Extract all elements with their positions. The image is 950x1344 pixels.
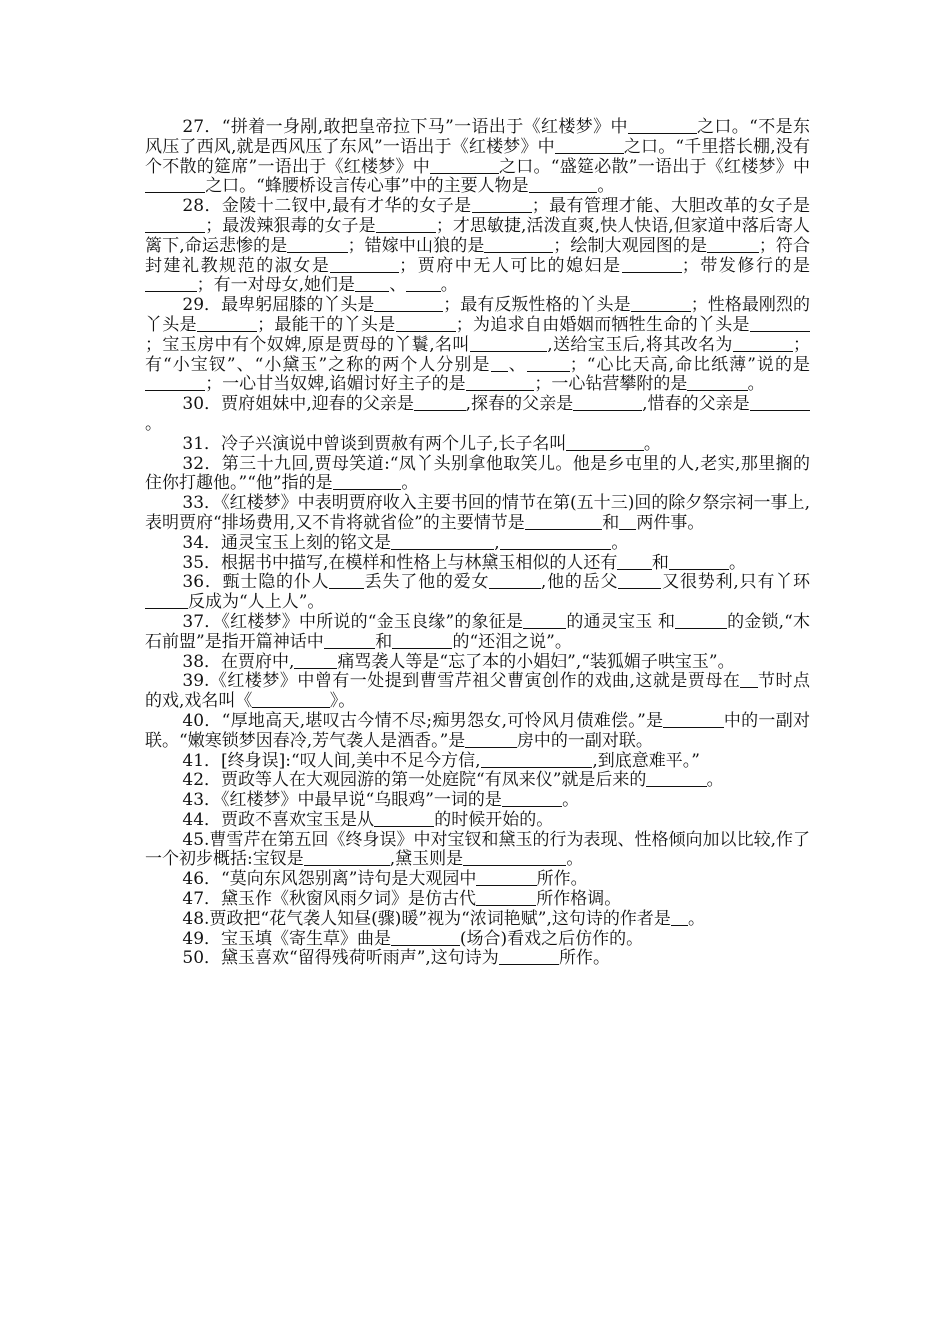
answer-blank[interactable] [502,791,562,807]
answer-blank[interactable] [330,257,399,273]
answer-blank[interactable] [287,237,347,253]
answer-blank[interactable] [374,811,434,827]
question-46: 46．“莫向东风怨别离”诗句是大观园中 所作。 [182,869,588,890]
answer-blank[interactable] [617,554,651,570]
answer-blank[interactable] [491,356,508,372]
answer-blank[interactable] [573,395,642,411]
answer-blank[interactable] [733,336,793,352]
answer-blank[interactable] [476,890,536,906]
answer-blank[interactable] [324,633,376,649]
answer-blank[interactable] [555,138,624,154]
question-50: 50．黛玉喜欢“留得残荷听雨声”,这句诗为 所作。 [182,948,610,969]
answer-blank[interactable] [391,534,494,550]
question-41: 41．[终身误]:“叹人间,美中不足今方信, ,到底意难平。” [182,750,700,771]
question-34: 34．通灵宝玉上刻的铭文是 , 。 [182,532,629,553]
answer-blank[interactable] [669,554,729,570]
question-48: 48.贾政把“花气袭人知昼(骤)暖”视为“浓词艳赋”,这句诗的作者是 。 [182,908,706,929]
answer-blank[interactable] [333,474,402,490]
answer-blank[interactable] [414,395,466,411]
answer-blank[interactable] [527,356,570,372]
question-32: 32．第三十九回,贾母笑道:“凤丫头别拿他取笑儿。他是乡屯里的人,老实,那里搁的住你打趣他。”“他”指的是 。 [145,453,810,494]
answer-blank[interactable] [529,177,598,193]
question-43: 43．《红楼梦》中最早说“乌眼鸡”一词的是 。 [182,790,580,811]
answer-blank[interactable] [476,870,536,886]
answer-blank[interactable] [145,375,205,391]
answer-blank[interactable] [145,217,205,233]
answer-blank[interactable] [470,336,547,352]
answer-blank[interactable] [145,276,197,292]
answer-blank[interactable] [481,752,593,768]
answer-blank[interactable] [472,197,532,213]
answer-blank[interactable] [145,593,188,609]
answer-blank[interactable] [500,534,612,550]
answer-blank[interactable] [406,276,440,292]
answer-blank[interactable] [374,296,443,312]
question-37: 37．《红楼梦》中所说的“金玉良缘”的象征是 的通灵宝玉 和 的金锁,“木石前盟”是指开篇神话中 和 的“还泪之说”。 [145,611,810,652]
answer-blank[interactable] [392,633,452,649]
question-36: 36．甄士隐的仆人 丢失了他的爱女 ,他的岳父 又很势利,只有丫环反成为“人上人”。 [145,573,810,613]
answer-blank[interactable] [329,573,363,589]
answer-blank[interactable] [750,316,810,332]
answer-blank[interactable] [465,732,517,748]
answer-blank[interactable] [145,177,205,193]
question-44: 44．贾政不喜欢宝玉是从 的时候开始的。 [182,809,554,830]
answer-blank[interactable] [484,237,553,253]
question-29: 29．最卑躬屈膝的丫头是 ；最有反叛性格的丫头是 ；性格最刚烈的丫头是 ；最能干的丫头是 ；为追求自由婚姻而牺牲生命的丫头是；宝玉房中有个奴婢,原是贾母的丫鬟,名叫 ,送给宝玉后,将其改名为 ；有“小宝钗”、“小黛玉”之称的两个人分别是 、 ；“心比天高,命比纸薄”说的是；一心甘当奴婢,谄媚讨好主子的是 ；一心钻营攀附的是 。 [145,295,811,395]
answer-blank[interactable] [675,613,727,629]
answer-blank[interactable] [466,375,535,391]
question-30: 30．贾府姐妹中,迎春的父亲是 ,探春的父亲是 ,惜春的父亲是。 [145,395,810,435]
answer-blank[interactable] [252,692,329,708]
answer-blank[interactable] [618,573,661,589]
question-27: 27．“拼着一身剐,敢把皇帝拉下马”一语出于《红楼梦》中 之口。“不是东风压了西风,就是西风压了东风”一语出于《红楼梦》中 之口。“千里搭长棚,没有个不散的筵席”一语出于《红楼梦》中 之口。“盛筵必散”一语出于《红楼梦》中之口。“蜂腰桥设言传心事”中的主要人物是 。 [145,117,810,197]
answer-blank[interactable] [566,435,643,451]
answer-blank[interactable] [628,118,697,134]
answer-blank[interactable] [489,573,541,589]
answer-blank[interactable] [396,316,456,332]
question-33: 33．《红楼梦》中表明贾府收入主要书回的情节在第(五十三)回的除夕祭宗祠一事上,表明贾府“排场费用,又不肯将就省俭”的主要情节是 和 两件事。 [145,493,810,533]
answer-blank[interactable] [750,395,810,411]
answer-blank[interactable] [355,276,389,292]
question-49: 49．宝玉填《寄生草》曲是 (场合)看戏之后仿作的。 [182,928,644,949]
question-45: 45.曹雪芹在第五回《终身误》中对宝钗和黛玉的行为表现、性格倾向加以比较,作了一个初步概括:宝钗是 ,黛玉则是 。 [145,829,810,870]
answer-blank[interactable] [294,653,337,669]
answer-blank[interactable] [376,217,436,233]
question-39: 39.《红楼梦》中曾有一处提到曹雪芹祖父曹寅创作的戏曲,这就是贾母在 节时点的戏,戏名叫《 》。 [145,671,810,712]
answer-blank[interactable] [707,237,759,253]
question-40: 40．“厚地高天,堪叹古今情不尽;痴男怨女,可怜风月债难偿。”是 中的一副对联。“嫩寒锁梦因春冷,芳气袭人是酒香。”是 房中的一副对联。 [145,710,810,751]
document-page [145,118,810,969]
answer-blank[interactable] [525,514,602,530]
answer-blank[interactable] [671,910,688,926]
answer-blank[interactable] [622,257,682,273]
question-35: 35．根据书中描写,在模样和性格上与林黛玉相似的人还有 和 。 [182,552,747,573]
question-28: 28．金陵十二钗中,最有才华的女子是 ；最有管理才能、大胆改革的女子是；最泼辣狠毒的女子是 ；才思敏捷,活泼直爽,快人快语,但家道中落后寄人篱下,命运悲惨的是 ；错嫁中山狼的是 ；绘制大观园图的是 ；符合封建礼教规范的淑女是 ；贾府中无人可比的媳妇是 ；带发修行的是；有一对母女,她们是 、 。 [145,196,811,296]
answer-blank[interactable] [687,375,747,391]
answer-blank[interactable] [304,850,390,866]
question-31: 31．冷子兴演说中曾谈到贾赦有两个儿子,长子名叫 。 [182,433,661,454]
question-42: 42．贾政等人在大观园游的第一处庭院“有凤来仪”就是后来的 。 [182,770,724,791]
answer-blank[interactable] [523,613,566,629]
answer-blank[interactable] [619,514,636,530]
answer-blank[interactable] [740,672,757,688]
answer-blank[interactable] [499,949,559,965]
question-47: 47．黛玉作《秋窗风雨夕词》是仿古代 所作格调。 [182,889,622,910]
answer-blank[interactable] [197,316,257,332]
answer-blank[interactable] [646,771,706,787]
answer-blank[interactable] [463,850,566,866]
question-38: 38．在贾府中, 痛骂袭人等是“忘了本的小娼妇”,“装狐媚子哄宝玉”。 [182,651,735,672]
answer-blank[interactable] [663,712,723,728]
answer-blank[interactable] [391,930,460,946]
answer-blank[interactable] [631,296,691,312]
answer-blank[interactable] [430,158,499,174]
